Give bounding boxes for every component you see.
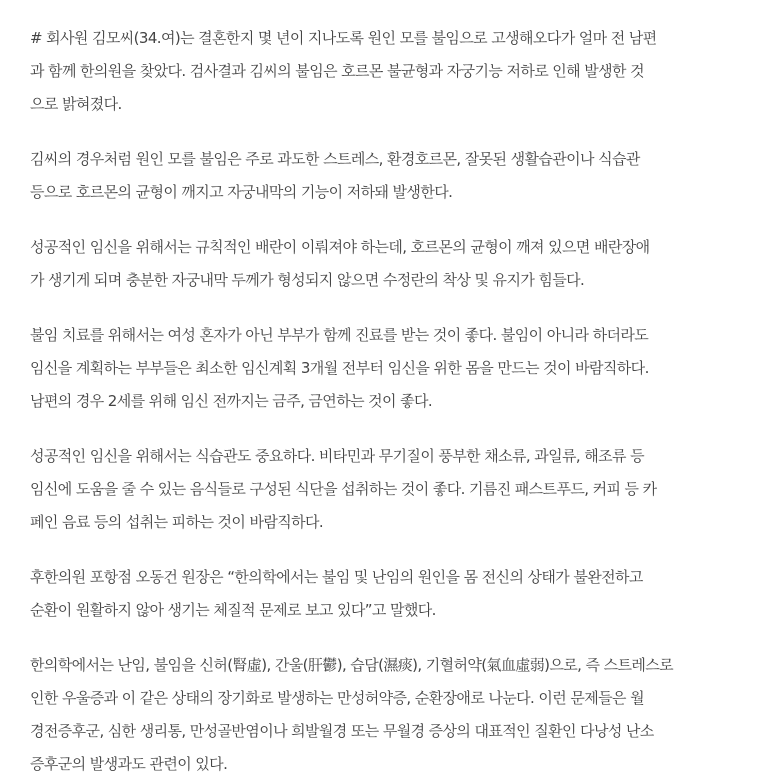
paragraph-treatment xyxy=(30,319,733,418)
paragraph-oriental-medicine xyxy=(30,649,733,781)
paragraph-line: 순환이 원활하지 않아 생기는 체질적 문제로 보고 있다”고 말했다. xyxy=(30,601,436,619)
paragraph-diet xyxy=(30,440,733,539)
paragraph-line: 으로 밝혀졌다. xyxy=(30,95,122,113)
paragraph-line: 성공적인 임신을 위해서는 식습관도 중요하다. 비타민과 무기질이 풍부한 채소류, 과일류, 해조류 등 xyxy=(30,447,644,465)
paragraph-line: 페인 음료 등의 섭취는 피하는 것이 바람직하다. xyxy=(30,513,324,531)
paragraph-line: 임신에 도움을 줄 수 있는 음식들로 구성된 식단을 섭취하는 것이 좋다. 기름진 패스트푸드, 커피 등 카 xyxy=(30,480,657,498)
paragraph-line: 증후군의 발생과도 관련이 있다. xyxy=(30,755,228,773)
paragraph-line: 성공적인 임신을 위해서는 규칙적인 배란이 이뤄져야 하는데, 호르몬의 균형이 깨져 있으면 배란장애 xyxy=(30,238,650,256)
paragraph-line: 등으로 호르몬의 균형이 깨지고 자궁내막의 기능이 저하돼 발생한다. xyxy=(30,183,453,201)
paragraph-line: 가 생기게 되며 충분한 자궁내막 두께가 형성되지 않으면 수정란의 착상 및 유지가 힘들다. xyxy=(30,271,585,289)
paragraph-line: # 회사원 김모씨(34.여)는 결혼한지 몇 년이 지나도록 원인 모를 불임으로 고생해오다가 얼마 전 남편 xyxy=(30,29,657,47)
paragraph-causes xyxy=(30,143,733,209)
paragraph-line: 불임 치료를 위해서는 여성 혼자가 아닌 부부가 함께 진료를 받는 것이 좋다. 불임이 아니라 하더라도 xyxy=(30,326,649,344)
paragraph-line: 경전증후군, 심한 생리통, 만성골반염이나 희발월경 또는 무월경 증상의 대표적인 질환인 다낭성 난소 xyxy=(30,722,654,740)
paragraph-line: 남편의 경우 2세를 위해 임신 전까지는 금주, 금연하는 것이 좋다. xyxy=(30,392,433,410)
paragraph-intro xyxy=(30,22,733,121)
paragraph-line: 한의학에서는 난임, 불임을 신허(腎虛), 간울(肝鬱), 습담(濕痰), 기혈허약(氣血虛弱)으로, 즉 스트레스로 xyxy=(30,656,674,674)
paragraph-line: 임신을 계획하는 부부들은 최소한 임신계획 3개월 전부터 임신을 위한 몸을 만드는 것이 바람직하다. xyxy=(30,359,649,377)
paragraph-line: 인한 우울증과 이 같은 상태의 장기화로 발생하는 만성허약증, 순환장애로 나눈다. 이런 문제들은 월 xyxy=(30,689,644,707)
paragraph-line: 김씨의 경우처럼 원인 모를 불임은 주로 과도한 스트레스, 환경호르몬, 잘못된 생활습관이나 식습관 xyxy=(30,150,640,168)
paragraph-line: 과 함께 한의원을 찾았다. 검사결과 김씨의 불임은 호르몬 불균형과 자궁기능 저하로 인해 발생한 것 xyxy=(30,62,644,80)
paragraph-quote xyxy=(30,561,733,627)
paragraph-ovulation xyxy=(30,231,733,297)
paragraph-line: 후한의원 포항점 오동건 원장은 “한의학에서는 불임 및 난임의 원인을 몸 전신의 상태가 불완전하고 xyxy=(30,568,643,586)
